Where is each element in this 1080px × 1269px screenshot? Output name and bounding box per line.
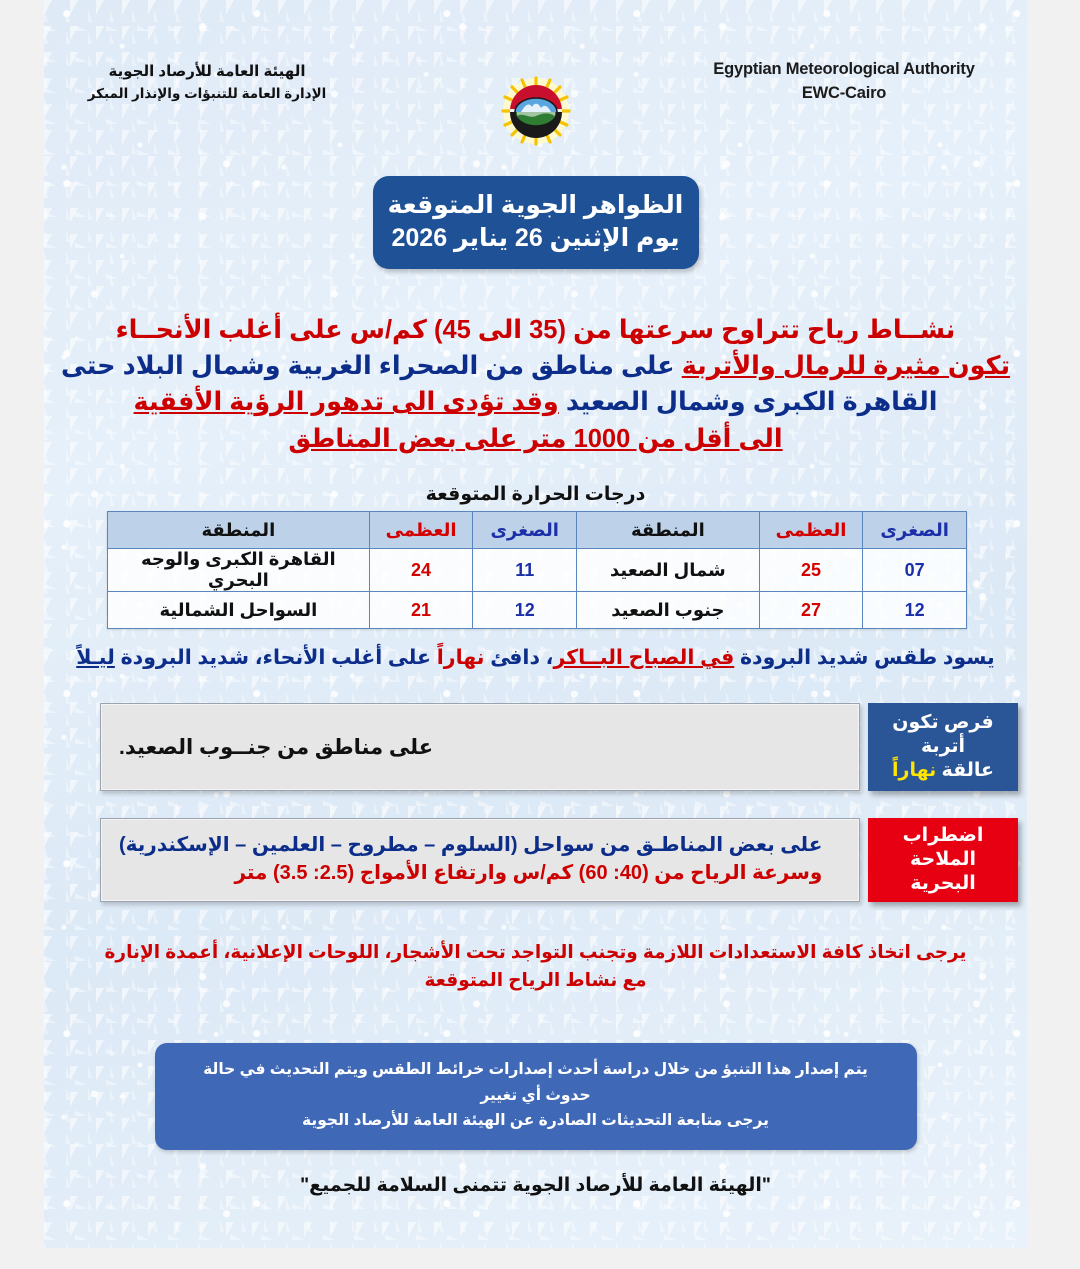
alert-tag-suspended-dust	[868, 703, 1018, 791]
dust-tag-line1: فرص تكون أتربة	[892, 711, 994, 757]
bulletin-title: الظواهر الجوية المتوقعة	[387, 191, 684, 219]
marine-coasts-line: على بعض المناطـق من سواحل (السلوم – مطروح – العلمين – الإسكندرية)	[119, 834, 823, 857]
warning-line-3	[44, 384, 1027, 420]
column-header-min-left: الصغرى	[863, 512, 967, 549]
cell-max-left: 25	[759, 549, 863, 592]
warning-line-4	[44, 421, 1027, 457]
cell-min-left: 07	[863, 549, 967, 592]
warning-seg-cairo: القاهرة الكبرى وشمال الصعيد	[558, 388, 938, 417]
cell-max-right: 21	[369, 592, 473, 629]
closing-slogan: "الهيئة العامة للأرصاد الجوية تتمنى السلامة للجميع"	[300, 1175, 771, 1196]
temp-note-seg3: ، دافئ	[484, 646, 554, 669]
ema-logo	[497, 76, 575, 146]
cell-region-right: القاهرة الكبرى والوجه البحري	[108, 549, 370, 592]
bulletin-page	[44, 0, 1027, 1248]
cell-region-left: شمال الصعيد	[577, 549, 760, 592]
alert-body-suspended-dust	[100, 703, 860, 791]
issuance-note-banner	[155, 1043, 917, 1150]
temperature-section-title: درجات الحرارة المتوقعة	[425, 484, 646, 505]
safety-advisory	[44, 938, 1027, 994]
column-header-max-left: العظمى	[759, 512, 863, 549]
dust-tag-daytime-highlight: نهاراً	[892, 760, 937, 782]
cell-region-left: جنوب الصعيد	[577, 592, 760, 629]
warning-seg-visibility-value: الى أقل من 1000 متر على بعض المناطق	[288, 424, 783, 453]
dust-affected-areas: على مناطق من جنــوب الصعيد.	[119, 735, 434, 759]
cell-min-left: 12	[863, 592, 967, 629]
warning-seg-visibility: وقد تؤدى الى تدهور الرؤية الأفقية	[133, 388, 559, 417]
marine-details	[119, 832, 822, 887]
marine-wind-wave-line: وسرعة الرياح من (40: 60) كم/س وارتفاع الأمواج (2.5: 3.5) متر	[234, 862, 823, 884]
issuance-note-line1: يتم إصدار هذا التنبؤ من خلال دراسة أحدث إصدارات خرائط الطقس ويتم التحديث في حالة حدوث أي تغيير	[203, 1061, 868, 1104]
authority-department-arabic: الإدارة العامة للتنبؤات والإنذار المبكر	[87, 85, 327, 101]
cell-min-right: 11	[473, 549, 577, 592]
alert-body-marine-navigation	[100, 818, 860, 902]
temp-note-seg-night: ليـلاً	[76, 646, 115, 669]
authority-name-arabic	[62, 61, 352, 104]
warning-seg-regions: على مناطق من الصحراء الغربية وشمال البلاد حتى	[60, 352, 682, 381]
temperature-narrative	[44, 645, 1027, 670]
alert-row-marine-navigation	[44, 818, 1027, 902]
cell-min-right: 12	[473, 592, 577, 629]
table-row	[108, 549, 967, 592]
column-header-region-left: المنطقة	[577, 512, 760, 549]
cell-max-right: 24	[369, 549, 473, 592]
bulletin-title-banner	[373, 176, 699, 269]
page-header	[44, 58, 1027, 128]
issuance-note-line2: يرجى متابعة التحديثات الصادرة عن الهيئة العامة للأرصاد الجوية	[301, 1112, 770, 1130]
warning-line-1	[44, 312, 1027, 348]
warning-seg-wind-speed: نشــاط رياح تتراوح سرعتها من (35 الى 45) كم/س على أغلب الأنحــاء	[115, 316, 956, 344]
bulletin-date: يوم الإثنين 26 يناير 2026	[391, 223, 680, 252]
authority-office-english: EWC-Cairo	[801, 83, 887, 102]
advisory-line1: يرجى اتخاذ كافة الاستعدادات اللازمة وتجنب التواجد تحت الأشجار، اللوحات الإعلانية، أعمدة الإنارة	[104, 941, 967, 962]
temperature-table	[107, 511, 967, 629]
temp-note-seg5: على أغلب الأنحاء، شديد البرودة	[114, 646, 437, 669]
authority-name-arabic-line1: الهيئة العامة للأرصاد الجوية	[108, 63, 306, 80]
dust-tag-line2	[892, 759, 994, 783]
alert-row-suspended-dust	[44, 703, 1027, 791]
table-header-row	[108, 512, 967, 549]
authority-name-english-line1: Egyptian Meteorological Authority	[713, 60, 975, 78]
marine-tag-line1: اضطراب الملاحة	[902, 824, 984, 870]
warning-line-2	[44, 348, 1027, 384]
marine-tag-line2: البحرية	[910, 873, 976, 895]
table-row	[108, 592, 967, 629]
cell-region-right: السواحل الشمالية	[108, 592, 370, 629]
column-header-region-right: المنطقة	[108, 512, 370, 549]
column-header-max-right: العظمى	[369, 512, 473, 549]
dust-tag-line2-prefix: عالقة	[936, 760, 994, 782]
cell-max-left: 27	[759, 592, 863, 629]
column-header-min-right: الصغرى	[473, 512, 577, 549]
temp-note-seg-morning: في الصباح البــاكر	[553, 646, 735, 669]
advisory-line2: مع نشاط الرياح المتوقعة	[424, 968, 647, 990]
temp-note-seg1: يسود طقس شديد البرودة	[734, 646, 995, 669]
temp-note-seg-daytime: نهاراً	[436, 646, 485, 669]
main-warning-text	[44, 312, 1027, 457]
warning-seg-dust-raising: تكون مثيرة للرمال والأتربة	[681, 352, 1011, 381]
alert-tag-marine-navigation	[868, 818, 1018, 902]
authority-name-english	[684, 58, 1004, 106]
